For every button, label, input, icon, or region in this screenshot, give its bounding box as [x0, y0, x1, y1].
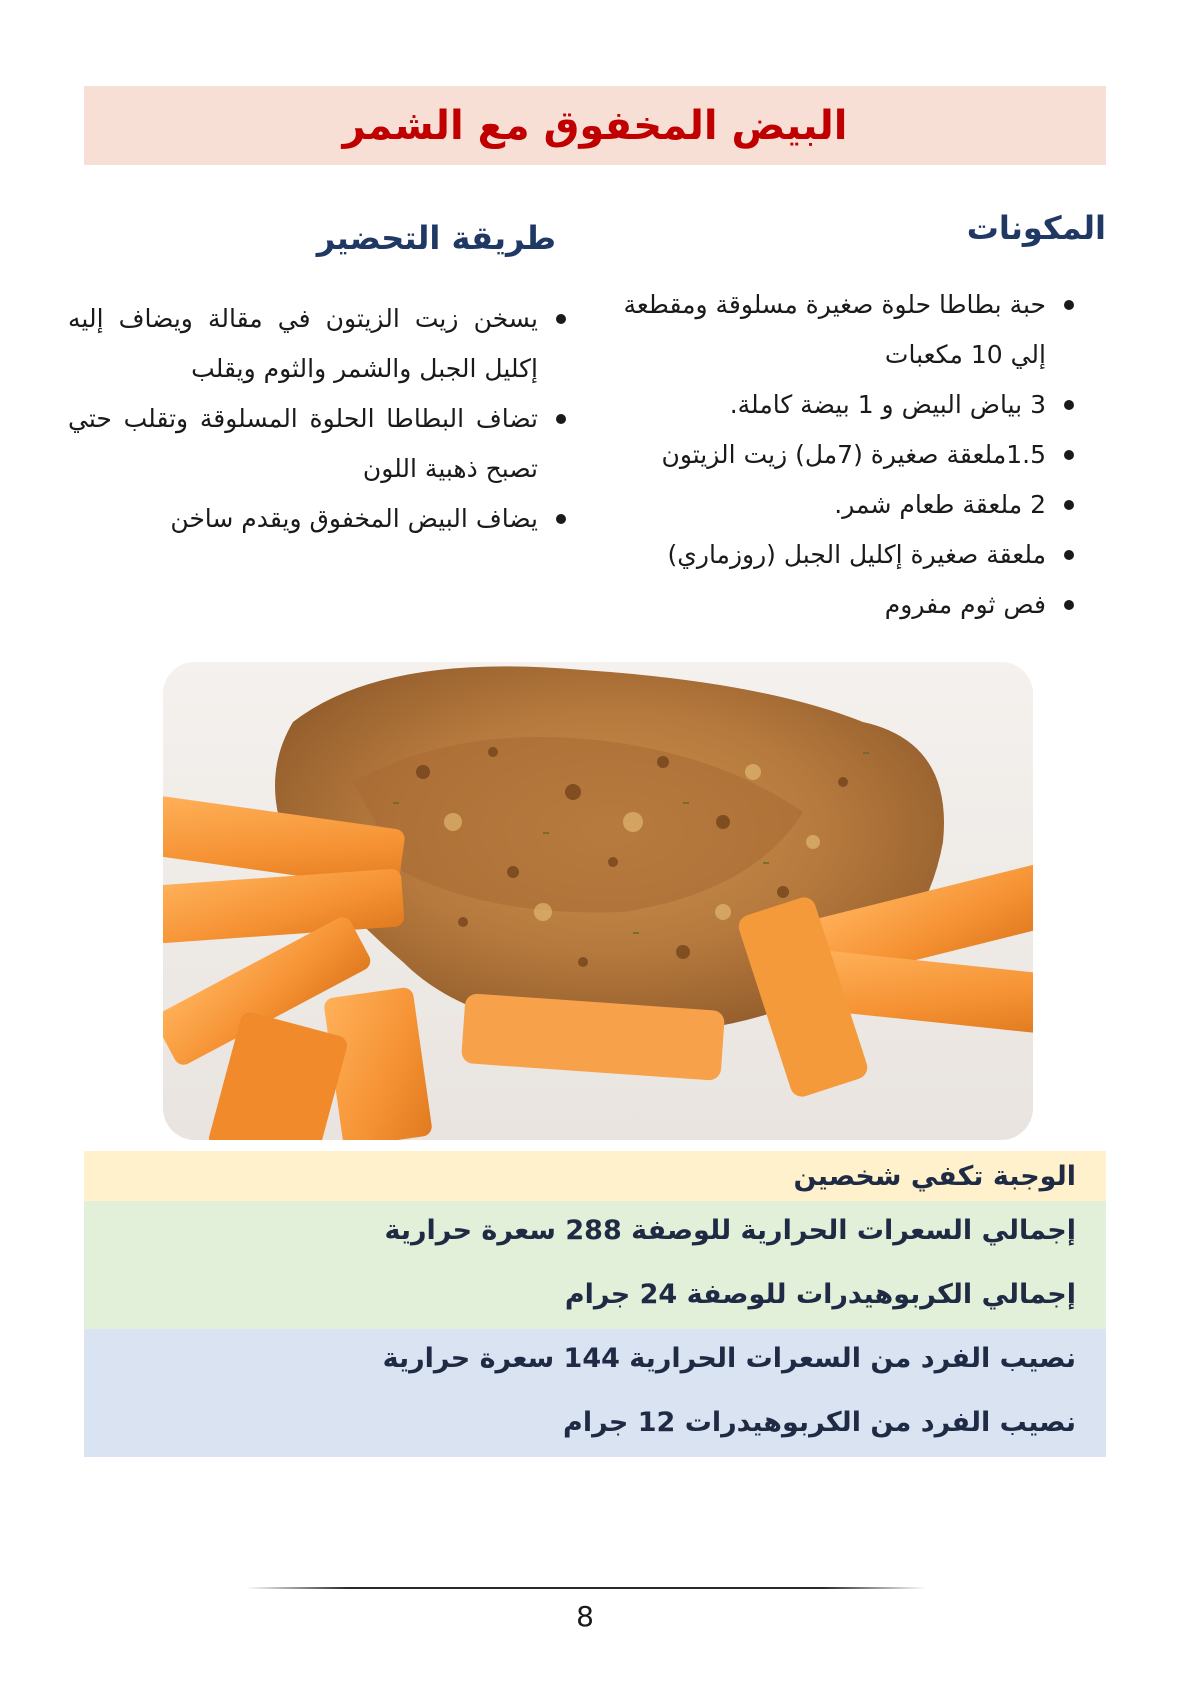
footer-divider	[246, 1587, 926, 1589]
ingredient-text: فص ثوم مفروم	[884, 590, 1046, 619]
bullet-icon	[556, 314, 566, 324]
ingredient-item	[610, 530, 1080, 580]
total-carbs-text: إجمالي الكربوهيدرات للوصفة 24 جرام	[564, 1279, 1076, 1310]
ingredients-list	[610, 280, 1080, 630]
food-photo	[163, 662, 1033, 1140]
method-step	[68, 294, 572, 394]
bullet-icon	[556, 414, 566, 424]
recipe-totals-band	[84, 1201, 1106, 1329]
ingredient-text: 2 ملعقة طعام شمر.	[834, 490, 1046, 519]
method-step	[68, 494, 572, 544]
method-step-text: يضاف البيض المخفوق ويقدم ساخن	[170, 504, 538, 533]
method-step	[68, 394, 572, 494]
per-person-calories-text: نصيب الفرد من السعرات الحرارية 144 سعرة حرارية	[382, 1343, 1076, 1374]
bullet-icon	[1064, 550, 1074, 560]
ingredient-text: ملعقة صغيرة إكليل الجبل (روزماري)	[667, 540, 1046, 569]
method-step-text: تضاف البطاطا الحلوة المسلوقة وتقلب حتي تصبح ذهبية اللون	[68, 404, 538, 483]
per-person-band	[84, 1329, 1106, 1457]
ingredient-item	[610, 480, 1080, 530]
ingredient-item	[610, 430, 1080, 480]
ingredient-item	[610, 280, 1080, 380]
ingredient-item	[610, 380, 1080, 430]
servings-band	[84, 1151, 1106, 1201]
recipe-title: البيض المخفوق مع الشمر	[342, 102, 848, 149]
bullet-icon	[1064, 300, 1074, 310]
servings-text: الوجبة تكفي شخصين	[793, 1161, 1076, 1192]
title-banner	[84, 86, 1106, 165]
page-number: 8	[576, 1600, 594, 1633]
bullet-icon	[1064, 600, 1074, 610]
per-person-carbs-text: نصيب الفرد من الكربوهيدرات 12 جرام	[563, 1407, 1076, 1438]
ingredient-item	[610, 580, 1080, 630]
total-calories-text: إجمالي السعرات الحرارية للوصفة 288 سعرة حرارية	[384, 1215, 1076, 1246]
method-list	[68, 294, 572, 544]
ingredient-text: 3 بياض البيض و 1 بيضة كاملة.	[729, 390, 1046, 419]
ingredient-text: حبة بطاطا حلوة صغيرة مسلوقة ومقطعة إلي 10 مكعبات	[623, 290, 1046, 369]
method-heading: طريقة التحضير	[316, 219, 556, 257]
bullet-icon	[1064, 400, 1074, 410]
ingredient-text: 1.5ملعقة صغيرة (7مل) زيت الزيتون	[661, 440, 1046, 469]
bullet-icon	[1064, 450, 1074, 460]
ingredients-heading: المكونات	[966, 209, 1106, 247]
bullet-icon	[1064, 500, 1074, 510]
method-step-text: يسخن زيت الزيتون في مقالة ويضاف إليه إكليل الجبل والشمر والثوم ويقلب	[68, 304, 538, 383]
bullet-icon	[556, 514, 566, 524]
